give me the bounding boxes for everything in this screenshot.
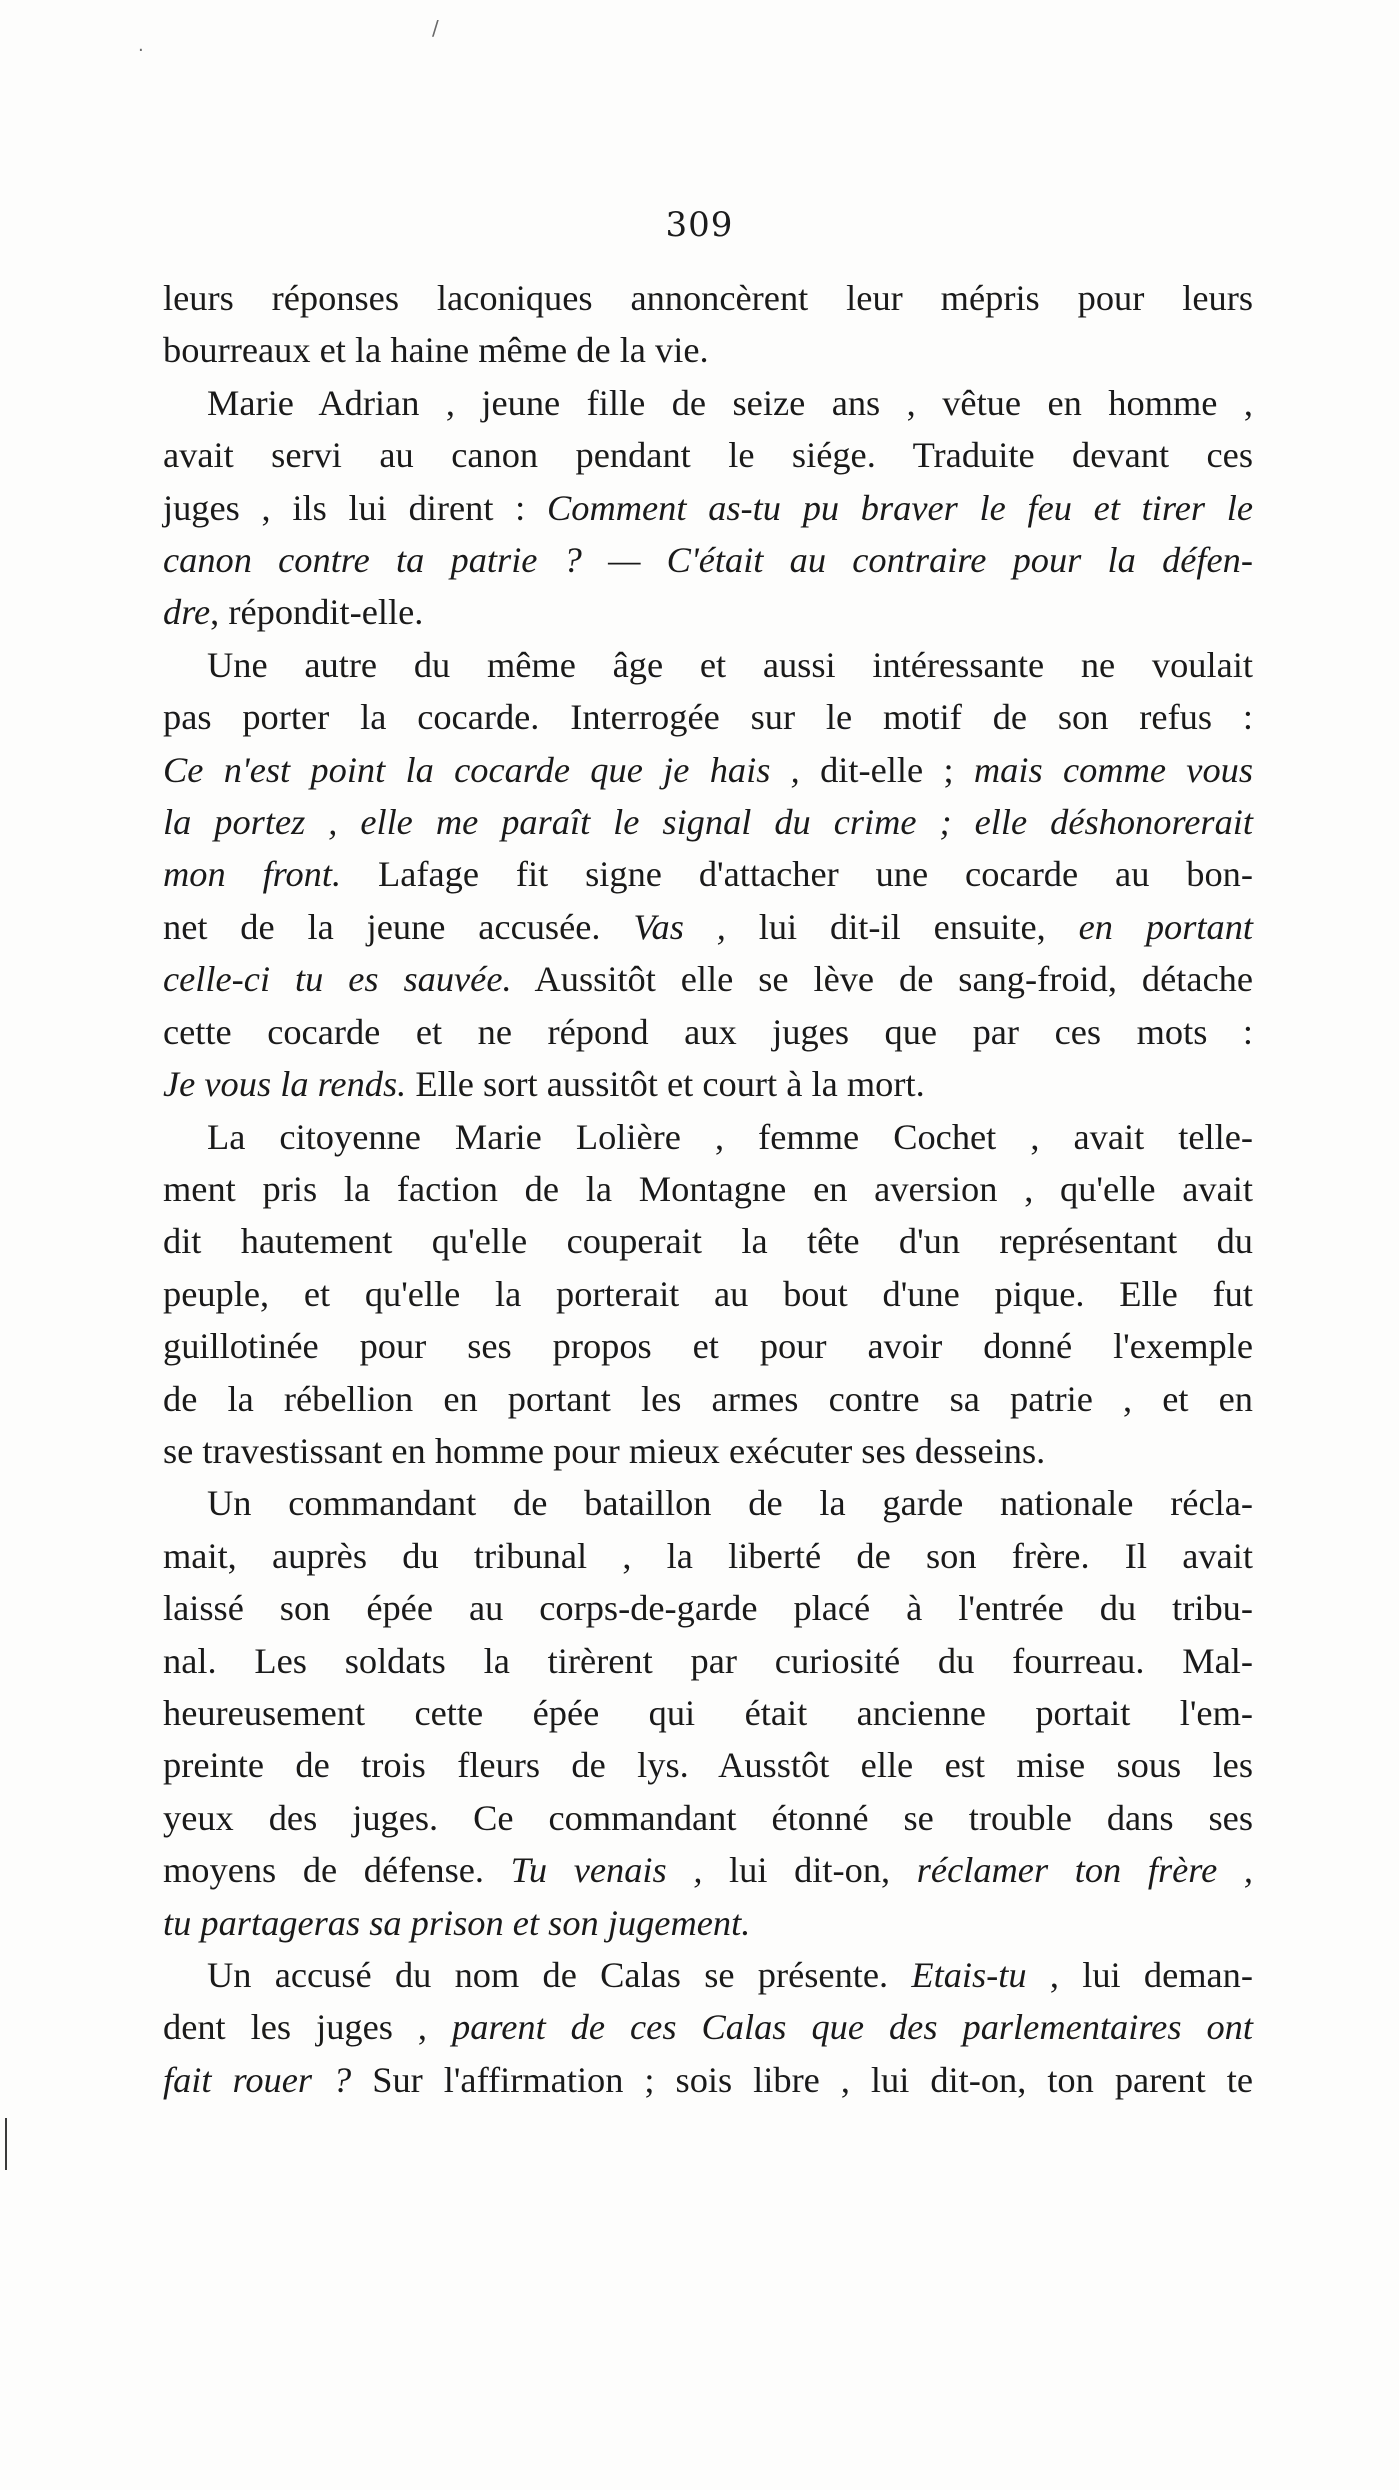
italic-text: celle-ci tu es sauvée. [163, 959, 512, 1000]
text-run: bourreaux et la haine même de la vie. [163, 330, 709, 371]
text-line [163, 1215, 1253, 1267]
margin-rule [5, 2118, 7, 2170]
text-run: lui dit-on, [702, 1850, 917, 1891]
page-number: 309 [665, 205, 734, 245]
text-run: heureusement cette épée qui était ancienne portait l'em- [163, 1692, 1253, 1733]
text-line [163, 1425, 1253, 1477]
text-line [163, 1058, 1253, 1110]
italic-text: Comment as-tu pu braver le feu et tirer le [547, 487, 1253, 528]
text-run: laissé son épée au corps-de-garde placé à l'entrée du tribu- [163, 1588, 1253, 1629]
text-line [163, 1687, 1253, 1739]
text-run: Elle sort aussitôt et court à la mort. [406, 1064, 925, 1105]
text-line [163, 1268, 1253, 1320]
text-line [163, 1111, 1253, 1163]
text-line [163, 1635, 1253, 1687]
text-run: peuple, et qu'elle la porterait au bout d'une pique. Elle fut [163, 1273, 1253, 1314]
text-line [163, 639, 1253, 691]
italic-text: mais comme vous [973, 749, 1254, 790]
text-run: cette cocarde et ne répond aux juges que par ces mots : [163, 1011, 1253, 1052]
text-run: Une autre du même âge et aussi intéressante ne voulait [207, 644, 1253, 685]
text-line [163, 1530, 1253, 1582]
text-line [163, 1792, 1253, 1844]
text-run: dent les juges , [163, 2007, 453, 2048]
italic-text: fait rouer ? [163, 2059, 352, 2100]
stray-ink-mark: / [432, 16, 439, 40]
text-line [163, 1477, 1253, 1529]
text-run: dit-elle ; [799, 749, 974, 790]
text-line [163, 796, 1253, 848]
text-run: preinte de trois fleurs de lys. Ausstôt elle est mise sous les [163, 1745, 1253, 1786]
text-run: yeux des juges. Ce commandant étonné se trouble dans ses [163, 1797, 1253, 1838]
text-line [163, 377, 1253, 429]
italic-text: tu partageras sa prison et son jugement. [163, 1902, 751, 1943]
text-run: Aussitôt elle se lève de sang-froid, détache [511, 959, 1253, 1000]
italic-text: Je vous la rends. [163, 1064, 407, 1105]
text-run: avait servi au canon pendant le siége. Traduite devant ces [163, 435, 1253, 476]
text-run: pas porter la cocarde. Interrogée sur le motif de son refus : [163, 697, 1253, 738]
text-line [163, 1897, 1253, 1949]
text-line [163, 1582, 1253, 1634]
italic-text: canon contre ta patrie ? — C'était au contraire pour la défen- [163, 540, 1253, 581]
text-run: La citoyenne Marie Lolière , femme Cochet , avait telle- [207, 1116, 1253, 1157]
text-line [163, 1006, 1253, 1058]
text-line [163, 901, 1253, 953]
text-run: Sur l'affirmation ; sois libre , lui dit-on, ton parent te [351, 2059, 1253, 2100]
text-run: Un accusé du nom de Calas se présente. [207, 1955, 912, 1995]
text-run: guillotinée pour ses propos et pour avoir donné l'exemple [163, 1326, 1253, 1367]
text-run: de la rébellion en portant les armes contre sa patrie , et en [163, 1378, 1253, 1419]
italic-text: Ce n'est point la cocarde que je hais , [163, 749, 800, 790]
italic-text: Vas , [633, 906, 726, 947]
text-run: lui dit-il ensuite, [725, 906, 1079, 947]
text-line [163, 953, 1253, 1005]
body-text [163, 272, 1253, 2106]
text-line [163, 272, 1253, 324]
text-line [163, 324, 1253, 376]
text-line [163, 1373, 1253, 1425]
text-line [163, 482, 1253, 534]
text-run: ment pris la faction de la Montagne en aversion , qu'elle avait [163, 1168, 1253, 1209]
text-run: , lui deman- [1026, 1955, 1253, 1995]
text-run: , répondit-elle. [210, 592, 424, 633]
italic-text: parent de ces Calas que des parlementaires ont [452, 2007, 1253, 2048]
text-line [163, 429, 1253, 481]
text-run: Un commandant de bataillon de la garde nationale récla- [207, 1483, 1253, 1524]
text-line [163, 2054, 1253, 2106]
text-run: leurs réponses laconiques annoncèrent leur mépris pour leurs [163, 278, 1253, 318]
italic-text: dre [163, 592, 211, 633]
text-line [163, 2001, 1253, 2053]
text-line [163, 534, 1253, 586]
text-run: mait, auprès du tribunal , la liberté de son frère. Il avait [163, 1535, 1253, 1576]
text-run: net de la jeune accusée. [163, 906, 634, 947]
text-line [163, 1163, 1253, 1215]
text-line [163, 1320, 1253, 1372]
text-run: juges , ils lui dirent : [163, 487, 547, 528]
text-line [163, 691, 1253, 743]
text-line [163, 1844, 1253, 1896]
italic-text: mon front. [163, 854, 342, 895]
text-line [163, 1949, 1253, 2001]
italic-text: Tu venais , [510, 1850, 703, 1891]
italic-text: en portant [1078, 906, 1254, 947]
text-run: nal. Les soldats la tirèrent par curiosité du fourreau. Mal- [163, 1640, 1253, 1681]
text-run: Marie Adrian , jeune fille de seize ans , vêtue en homme , [207, 382, 1253, 423]
text-line [163, 586, 1253, 638]
text-run: moyens de défense. [163, 1850, 511, 1891]
text-run: Lafage fit signe d'attacher une cocarde au bon- [341, 854, 1253, 895]
italic-text: réclamer ton frère , [916, 1850, 1253, 1891]
text-run: se travestissant en homme pour mieux exécuter ses desseins. [163, 1430, 1046, 1471]
italic-text: Etais-tu [911, 1955, 1027, 1995]
stray-ink-dot: · [138, 40, 144, 61]
text-line [163, 848, 1253, 900]
text-line [163, 1739, 1253, 1791]
italic-text: la portez , elle me paraît le signal du crime ; elle déshonorerait [163, 802, 1253, 843]
text-run: dit hautement qu'elle couperait la tête d'un représentant du [163, 1221, 1253, 1262]
text-line [163, 744, 1253, 796]
